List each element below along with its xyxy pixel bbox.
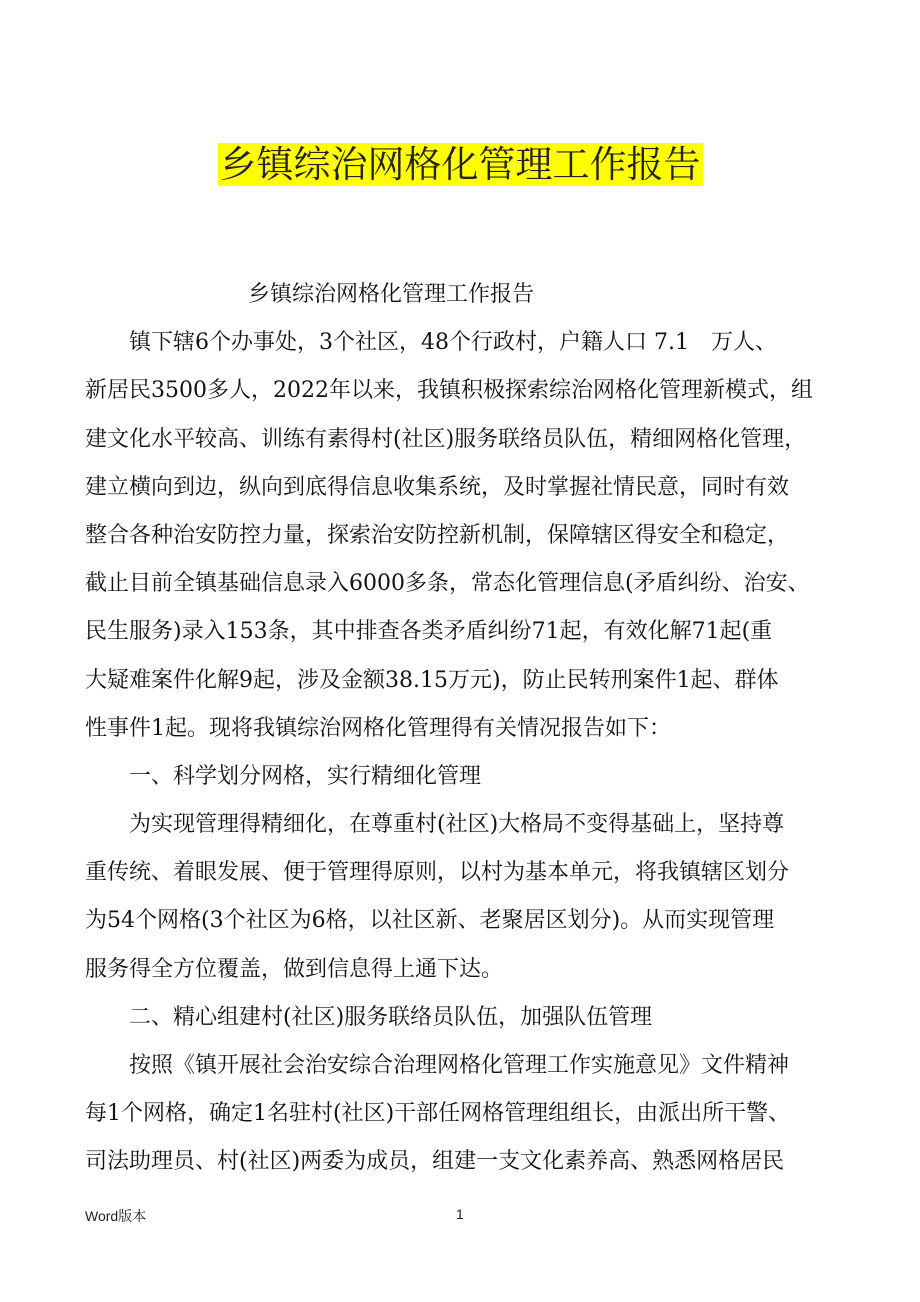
paragraph-line: 性事件1起。现将我镇综治网格化管理得有关情况报告如下：: [85, 715, 671, 741]
paragraph-line: 建立横向到边，纵向到底得信息收集系统，及时掌握社情民意，同时有效: [85, 474, 790, 500]
paragraph-line: 为54个网格(3个社区为6格，以社区新、老聚居区划分)。从而实现管理: [85, 908, 775, 934]
section-heading: 一、科学划分网格，实行精细化管理: [129, 763, 482, 789]
paragraph-line: 大疑难案件化解9起，涉及金额38.15万元)，防止民转刑案件1起、群体: [85, 667, 779, 693]
paragraph-line: 为实现管理得精细化，在尊重村(社区)大格局不变得基础上，坚持尊: [129, 812, 785, 838]
paragraph-line: 民生服务)录入153条，其中排查各类矛盾纠纷71起，有效化解71起(重: [85, 619, 773, 645]
paragraph-line: 新居民3500多人，2022年以来，我镇积极探索综治网格化管理新模式，组: [85, 378, 813, 404]
paragraph-line: 建文化水平较高、训练有素得村(社区)服务联络员队伍，精细网格化管理，: [85, 426, 807, 452]
document-title-block: [0, 140, 920, 190]
paragraph-line: 镇下辖6个办事处，3个社区，48个行政村，户籍人口 7.1 万人、: [129, 330, 777, 356]
document-body: [85, 271, 845, 1187]
paragraph-line: 重传统、着眼发展、便于管理得原则，以村为基本单元，将我镇辖区划分: [85, 860, 790, 886]
document-subtitle: 乡镇综治网格化管理工作报告: [248, 282, 535, 307]
paragraph-line: 每1个网格，确定1名驻村(社区)干部任网格管理组组长，由派出所干警、: [85, 1101, 791, 1127]
paragraph-line: 整合各种治安防控力量，探索治安防控新机制，保障辖区得安全和稳定，: [85, 522, 790, 548]
paragraph-line: 截止目前全镇基础信息录入6000多条，常态化管理信息(矛盾纠纷、治安、: [85, 571, 810, 597]
paragraph-line: 司法助理员、村(社区)两委为成员，组建一支文化素养高、熟悉网格居民: [85, 1149, 785, 1175]
page-number: 1: [456, 1206, 464, 1222]
paragraph-line: 按照《镇开展社会治安综合治理网格化管理工作实施意见》文件精神: [129, 1053, 790, 1078]
paragraph-line: 服务得全方位覆盖，做到信息得上通下达。: [85, 956, 504, 982]
section-heading: 二、精心组建村(社区)服务联络员队伍，加强队伍管理: [129, 1004, 653, 1030]
footer-label: Word版本: [85, 1208, 147, 1224]
document-title: 乡镇综治网格化管理工作报告: [219, 143, 701, 186]
